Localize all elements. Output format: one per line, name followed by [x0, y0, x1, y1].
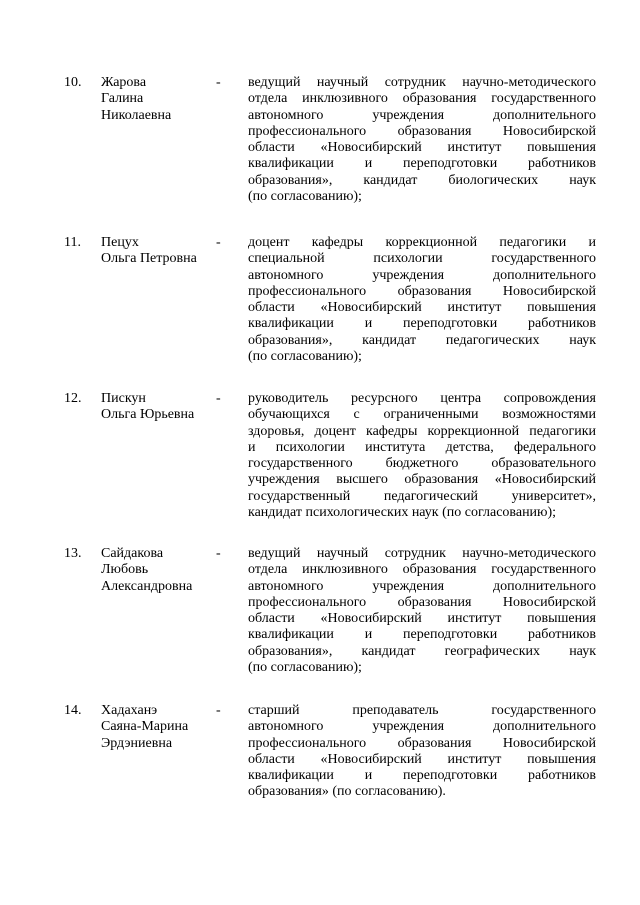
position-line: квалификации и переподготовки работников: [248, 768, 596, 784]
entry-dash: -: [216, 546, 221, 561]
entry-dash: -: [216, 235, 221, 250]
member-patronymic: Николаевна: [101, 107, 172, 123]
member-position: [248, 703, 596, 801]
entry-dash: -: [216, 75, 221, 90]
position-line: профессионального образования Новосибирской: [248, 123, 596, 139]
member-surname: Пискун: [101, 391, 146, 406]
member-name: [101, 703, 216, 752]
entry-number: 11.: [64, 235, 81, 250]
member-name: [101, 546, 216, 595]
entry-number: 12.: [64, 391, 82, 406]
member-surname: Хадаханэ: [101, 703, 158, 718]
position-line: профессионального образования Новосибирской: [248, 594, 596, 610]
position-line: здоровья, доцент кафедры коррекционной педагогики: [248, 423, 596, 439]
position-line: старший преподаватель государственного: [248, 703, 596, 718]
position-line: и психологии института детства, федерального: [248, 439, 596, 455]
position-line: образования», кандидат педагогических наук: [248, 332, 596, 348]
entry-dash: -: [216, 391, 221, 406]
member-first-name: Саяна-Марина: [101, 719, 189, 735]
position-line: профессионального образования Новосибирской: [248, 283, 596, 299]
entry-number: 14.: [64, 703, 82, 718]
entry-number: 10.: [64, 75, 82, 90]
position-line: образования», кандидат географических наук: [248, 643, 596, 659]
member-first-name: Ольга Юрьевна: [101, 407, 195, 423]
position-line: квалификации и переподготовки работников: [248, 156, 596, 172]
position-line: области «Новосибирский институт повышения: [248, 300, 596, 316]
entry-number: 13.: [64, 546, 82, 561]
position-line: образования», кандидат биологических наук: [248, 172, 596, 188]
member-first-name: Любовь: [101, 562, 149, 578]
position-line: области «Новосибирский институт повышения: [248, 611, 596, 627]
position-line: квалификации и переподготовки работников: [248, 627, 596, 643]
member-name: [101, 391, 216, 424]
position-line: (по согласованию);: [248, 349, 362, 365]
position-line: государственный педагогический университет»,: [248, 488, 596, 504]
member-first-name: Ольга Петровна: [101, 251, 197, 267]
position-line: ведущий научный сотрудник научно-методического: [248, 546, 596, 561]
position-line: автономного учреждения дополнительного: [248, 107, 596, 123]
member-name: [101, 75, 216, 124]
position-line: автономного учреждения дополнительного: [248, 578, 596, 594]
position-line: квалификации и переподготовки работников: [248, 316, 596, 332]
member-position: [248, 546, 596, 676]
position-line: области «Новосибирский институт повышения: [248, 140, 596, 156]
position-line: кандидат психологических наук (по согласованию);: [248, 505, 557, 521]
position-line: автономного учреждения дополнительного: [248, 719, 596, 735]
member-position: [248, 235, 596, 365]
position-line: (по согласованию);: [248, 660, 362, 676]
member-position: [248, 391, 596, 521]
position-line: отдела инклюзивного образования государственного: [248, 562, 596, 578]
entry-dash: -: [216, 703, 221, 718]
position-line: специальной психологии государственного: [248, 251, 596, 267]
position-line: образования» (по согласованию).: [248, 784, 446, 800]
member-position: [248, 75, 596, 205]
position-line: обучающихся с ограниченными возможностями: [248, 407, 596, 423]
position-line: отдела инклюзивного образования государственного: [248, 91, 596, 107]
member-surname: Сайдакова: [101, 546, 164, 561]
position-line: (по согласованию);: [248, 189, 362, 205]
position-line: профессионального образования Новосибирской: [248, 735, 596, 751]
member-name: [101, 235, 216, 268]
position-line: учреждения высшего образования «Новосибирский: [248, 472, 596, 488]
member-first-name: Галина: [101, 91, 144, 107]
position-line: автономного учреждения дополнительного: [248, 267, 596, 283]
position-line: ведущий научный сотрудник научно-методического: [248, 75, 596, 90]
member-surname: Жарова: [101, 75, 147, 90]
position-line: руководитель ресурсного центра сопровождения: [248, 391, 596, 406]
position-line: государственного бюджетного образовательного: [248, 456, 596, 472]
member-patronymic: Эрдэниевна: [101, 735, 173, 751]
member-patronymic: Александровна: [101, 578, 193, 594]
member-surname: Пецух: [101, 235, 139, 250]
position-line: доцент кафедры коррекционной педагогики и: [248, 235, 596, 250]
position-line: области «Новосибирский институт повышения: [248, 751, 596, 767]
